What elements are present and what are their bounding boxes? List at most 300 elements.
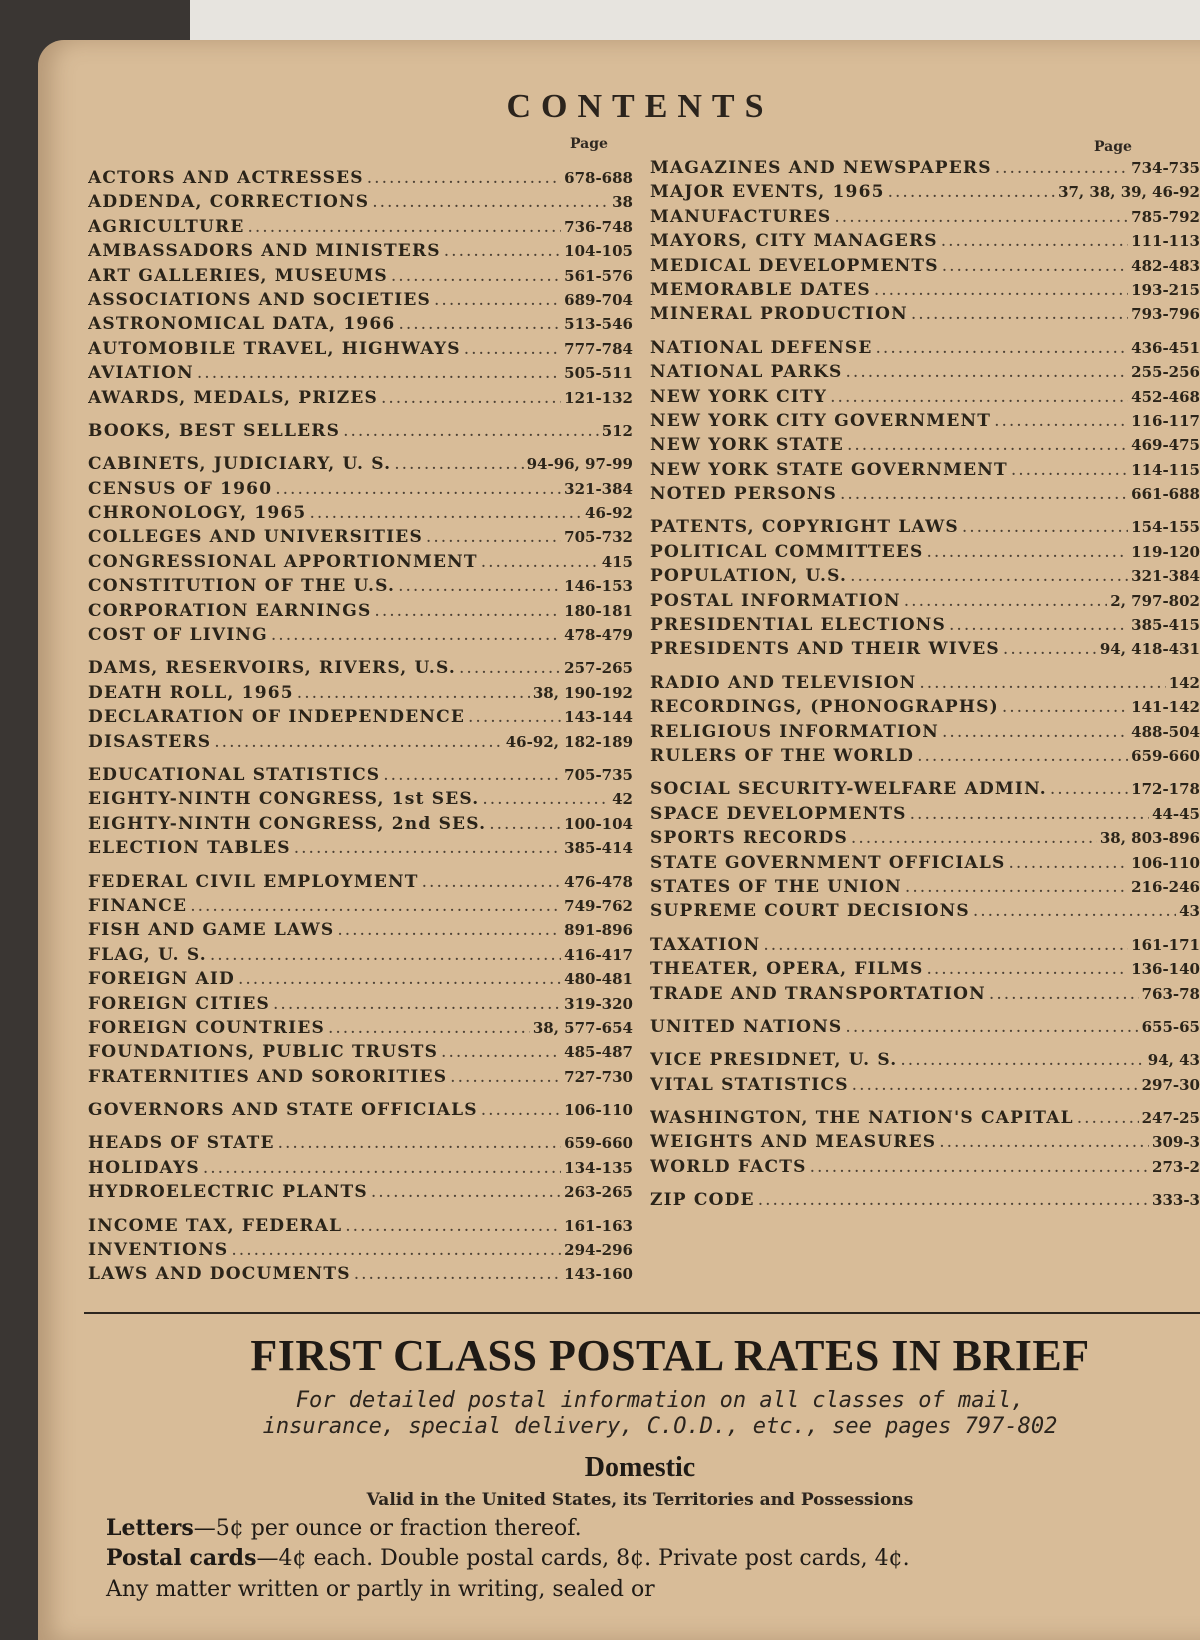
- contents-entry: [650, 433, 1200, 457]
- entry-title: AGRICULTURE: [88, 216, 245, 237]
- dot-leader: [482, 787, 609, 811]
- entry-page-numbers: 891-896: [564, 921, 633, 940]
- entry-title: EIGHTY-NINTH CONGRESS, 1st SES.: [88, 789, 480, 810]
- contents-entry: [88, 1180, 633, 1204]
- entry-page-numbers: 478-479: [564, 626, 633, 645]
- entry-page-numbers: 42: [612, 790, 633, 809]
- entry-page-numbers: 319-320: [564, 994, 633, 1013]
- entry-page-numbers: 263-265: [564, 1183, 633, 1202]
- entry-title: SOCIAL SECURITY-WELFARE ADMIN.: [650, 779, 1047, 800]
- entry-title: ACTORS AND ACTRESSES: [88, 168, 364, 188]
- entry-page-numbers: 38, 803-896: [1099, 829, 1200, 848]
- dot-leader: [371, 1180, 561, 1204]
- entry-title: TAXATION: [650, 934, 761, 955]
- domestic-heading: Domestic: [584, 1452, 696, 1483]
- entry-title: MAGAZINES AND NEWSPAPERS: [650, 158, 992, 178]
- postal-subtitle-line-1: For detailed postal information on all classes of mail,: [295, 1388, 1025, 1413]
- dot-leader: [203, 1156, 561, 1180]
- dot-leader: [1009, 851, 1129, 875]
- entry-page-numbers: 43: [1179, 902, 1200, 921]
- entry-page-numbers: 146-153: [564, 577, 633, 596]
- entry-title: AWARDS, MEDALS, PRIZES: [88, 387, 378, 408]
- contents-entry: [650, 826, 1200, 850]
- dot-leader: [949, 613, 1128, 637]
- dot-leader: [398, 574, 561, 598]
- contents-entry: [88, 918, 633, 942]
- dot-leader: [911, 302, 1128, 326]
- dot-leader: [850, 564, 1128, 588]
- entry-page-numbers: 309-3: [1152, 1133, 1200, 1152]
- contents-entry: [650, 637, 1200, 661]
- entry-page-numbers: 488-504: [1131, 722, 1200, 741]
- entry-page-numbers: 294-296: [564, 1241, 633, 1260]
- contents-entry: [88, 870, 633, 894]
- entry-title: MAYORS, CITY MANAGERS: [650, 231, 938, 252]
- entry-page-numbers: 46-92, 182-189: [505, 732, 633, 751]
- entry-title: HOLIDAYS: [88, 1157, 200, 1178]
- entry-page-numbers: 561-576: [564, 266, 633, 285]
- entry-title: WASHINGTON, THE NATION'S CAPITAL: [650, 1108, 1074, 1129]
- dot-leader: [834, 205, 1128, 229]
- entry-page-numbers: 38, 190-192: [532, 683, 633, 702]
- entry-title: POLITICAL COMMITTEES: [650, 541, 924, 562]
- entry-page-numbers: 2, 797-802: [1110, 591, 1200, 610]
- entry-page-numbers: 482-483: [1131, 256, 1200, 275]
- contents-entry: [88, 525, 633, 549]
- entry-page-numbers: 452-468: [1131, 387, 1200, 406]
- dot-leader: [190, 894, 561, 918]
- dot-leader: [874, 278, 1128, 302]
- rate-line-letters: [106, 1515, 582, 1541]
- entry-title: VITAL STATISTICS: [650, 1074, 849, 1095]
- entry-title: ASTRONOMICAL DATA, 1966: [88, 314, 396, 335]
- contents-entry: [650, 589, 1200, 613]
- dot-leader: [354, 1262, 561, 1286]
- dot-leader: [763, 933, 1128, 957]
- contents-entry: [88, 574, 633, 598]
- entry-page-numbers: 161-171: [1131, 935, 1200, 954]
- dot-leader: [450, 1065, 561, 1089]
- contents-entry: [88, 288, 633, 312]
- entry-title: CHRONOLOGY, 1965: [88, 503, 307, 524]
- entry-page-numbers: 469-475: [1131, 436, 1200, 455]
- entry-title: UNITED NATIONS: [650, 1016, 843, 1037]
- postal-subtitle-line-2: insurance, special delivery, C.O.D., etc., see pages 797-802: [262, 1414, 1058, 1439]
- contents-entry: [650, 851, 1200, 875]
- entry-title: CORPORATION EARNINGS: [88, 600, 372, 621]
- entry-title: RELIGIOUS INFORMATION: [650, 721, 940, 742]
- contents-entry: [650, 957, 1200, 981]
- contents-entry: [88, 1016, 633, 1040]
- entry-title: CONSTITUTION OF THE U.S.: [88, 576, 396, 597]
- dot-leader: [910, 802, 1149, 826]
- contents-entry: [88, 1214, 633, 1238]
- dot-leader: [917, 744, 1128, 768]
- dot-leader: [391, 264, 561, 288]
- entry-title: SUPREME COURT DECISIONS: [650, 901, 970, 922]
- rate-line-postal-cards: [106, 1545, 910, 1571]
- entry-title: DECLARATION OF INDEPENDENCE: [88, 707, 466, 728]
- entry-page-numbers: 193-215: [1131, 280, 1200, 299]
- dot-leader: [398, 312, 561, 336]
- dot-leader: [919, 671, 1165, 695]
- entry-page-numbers: 94, 43: [1147, 1051, 1200, 1070]
- entry-title: FRATERNITIES AND SORORITIES: [88, 1066, 448, 1087]
- contents-entry: [88, 836, 633, 860]
- dot-leader: [422, 870, 562, 894]
- contents-entry: [650, 278, 1200, 302]
- dot-leader: [426, 525, 561, 549]
- entry-page-numbers: 94, 418-431: [1099, 640, 1200, 659]
- dot-leader: [1002, 695, 1128, 719]
- contents-entry: [88, 550, 633, 574]
- entry-title: NATIONAL PARKS: [650, 362, 843, 383]
- entry-page-numbers: 749-762: [564, 896, 633, 915]
- entry-title: HYDROELECTRIC PLANTS: [88, 1182, 368, 1203]
- entry-page-numbers: 321-384: [564, 479, 633, 498]
- postal-rates-heading: FIRST CLASS POSTAL RATES IN BRIEF: [250, 1331, 1090, 1380]
- dot-leader: [845, 1015, 1138, 1039]
- entry-title: FISH AND GAME LAWS: [88, 920, 335, 941]
- contents-entry: [88, 1065, 633, 1089]
- dot-leader: [394, 452, 523, 476]
- entry-page-numbers: 273-2: [1152, 1157, 1200, 1176]
- contents-entry: [88, 1131, 633, 1155]
- dot-leader: [328, 1016, 530, 1040]
- entry-page-numbers: 678-688: [564, 169, 633, 187]
- entry-title: MEDICAL DEVELOPMENTS: [650, 255, 939, 276]
- contents-entry: [88, 812, 633, 836]
- contents-entry: [88, 166, 633, 190]
- entry-title: FLAG, U. S.: [88, 944, 207, 965]
- contents-entry: [650, 515, 1200, 539]
- entry-title: FOREIGN CITIES: [88, 993, 271, 1014]
- contents-entry: [88, 361, 633, 385]
- dot-leader: [852, 1073, 1139, 1097]
- entry-page-numbers: 705-732: [564, 528, 633, 547]
- dot-leader: [197, 361, 561, 385]
- entry-title: NEW YORK STATE GOVERNMENT: [650, 459, 1008, 480]
- contents-entry: [88, 337, 633, 361]
- dot-leader: [876, 336, 1129, 360]
- dot-leader: [810, 1155, 1149, 1179]
- contents-entry: [88, 264, 633, 288]
- entry-title: PRESIDENTS AND THEIR WIVES: [650, 639, 1000, 660]
- dot-leader: [214, 730, 502, 754]
- entry-title: PRESIDENTIAL ELECTIONS: [650, 615, 947, 636]
- entry-page-numbers: 297-30: [1141, 1075, 1200, 1094]
- contents-entry: [88, 239, 633, 263]
- entry-title: ZIP CODE: [650, 1190, 755, 1211]
- dot-leader: [247, 215, 561, 239]
- entry-page-numbers: 142: [1168, 673, 1200, 692]
- dot-leader: [210, 943, 561, 967]
- dot-leader: [888, 180, 1055, 204]
- contents-entry: [650, 1048, 1200, 1072]
- contents-entry: [88, 215, 633, 239]
- dot-leader: [444, 239, 561, 263]
- entry-title: NOTED PERSONS: [650, 484, 837, 505]
- contents-entry: [650, 695, 1200, 719]
- contents-entry: [650, 458, 1200, 482]
- entry-title: WORLD FACTS: [650, 1156, 807, 1177]
- entry-page-numbers: 257-265: [564, 659, 633, 678]
- entry-title: PATENTS, COPYRIGHT LAWS: [650, 517, 959, 538]
- entry-title: MANUFACTURES: [650, 206, 832, 227]
- entry-page-numbers: 94-96, 97-99: [526, 455, 633, 474]
- dot-leader: [271, 623, 561, 647]
- entry-title: ADDENDA, CORRECTIONS: [88, 192, 370, 213]
- dot-leader: [942, 254, 1128, 278]
- dot-leader: [459, 656, 561, 680]
- entry-title: CABINETS, JUDICIARY, U. S.: [88, 454, 392, 475]
- rate-text: Any matter written or partly in writing, sealed or: [106, 1577, 655, 1602]
- contents-entry: [88, 705, 633, 729]
- dot-leader: [846, 360, 1129, 384]
- entry-page-numbers: 763-78: [1141, 984, 1200, 1003]
- dot-leader: [973, 899, 1176, 923]
- entry-page-numbers: 480-481: [564, 970, 633, 989]
- entry-page-numbers: 777-784: [564, 339, 633, 358]
- page-title: CONTENTS: [506, 88, 774, 125]
- entry-title: DISASTERS: [88, 731, 212, 752]
- contents-entry: [650, 1155, 1200, 1179]
- dot-leader: [962, 515, 1128, 539]
- dot-leader: [904, 589, 1107, 613]
- entry-title: LAWS AND DOCUMENTS: [88, 1264, 351, 1285]
- entry-page-numbers: 247-25: [1141, 1109, 1200, 1128]
- contents-entry: [650, 1106, 1200, 1130]
- entry-page-numbers: 736-748: [564, 217, 633, 236]
- contents-entry: [650, 564, 1200, 588]
- rate-text: —5¢ per ounce or fraction thereof.: [193, 1516, 582, 1541]
- contents-entry: [650, 613, 1200, 637]
- contents-entry: [650, 875, 1200, 899]
- contents-entry: [88, 730, 633, 754]
- entry-page-numbers: 485-487: [564, 1043, 633, 1062]
- dot-leader: [275, 477, 561, 501]
- entry-page-numbers: 100-104: [564, 814, 633, 833]
- rate-label: Letters: [106, 1515, 194, 1541]
- page-column-header-right: Page: [1094, 139, 1132, 155]
- contents-entry: [650, 254, 1200, 278]
- dot-leader: [372, 190, 609, 214]
- entry-page-numbers: 180-181: [564, 601, 633, 620]
- contents-entry: [88, 623, 633, 647]
- contents-entry: [650, 482, 1200, 506]
- entry-page-numbers: 659-660: [1131, 746, 1200, 765]
- dot-leader: [994, 409, 1128, 433]
- dot-leader: [337, 918, 561, 942]
- dot-leader: [367, 166, 561, 190]
- entry-title: GOVERNORS AND STATE OFFICIALS: [88, 1100, 478, 1121]
- contents-right-column: [650, 156, 1200, 1213]
- contents-entry: [88, 681, 633, 705]
- entry-title: DEATH ROLL, 1965: [88, 682, 294, 703]
- entry-page-numbers: 136-140: [1131, 960, 1200, 979]
- entry-page-numbers: 785-792: [1131, 207, 1200, 226]
- dot-leader: [374, 599, 561, 623]
- dot-leader: [441, 1040, 561, 1064]
- entry-page-numbers: 161-163: [564, 1216, 633, 1235]
- dot-leader: [942, 720, 1128, 744]
- entry-page-numbers: 114-115: [1131, 460, 1200, 479]
- entry-title: MINERAL PRODUCTION: [650, 304, 908, 325]
- entry-title: SPACE DEVELOPMENTS: [650, 803, 907, 824]
- entry-page-numbers: 734-735: [1131, 159, 1200, 177]
- entry-title: FEDERAL CIVIL EMPLOYMENT: [88, 871, 419, 892]
- dot-leader: [381, 386, 561, 410]
- dot-leader: [900, 1048, 1144, 1072]
- entry-page-numbers: 255-256: [1131, 363, 1200, 382]
- contents-entry: [650, 180, 1200, 204]
- entry-page-numbers: 705-735: [564, 765, 633, 784]
- entry-page-numbers: 505-511: [564, 364, 633, 383]
- entry-page-numbers: 512: [601, 421, 633, 440]
- entry-title: NEW YORK STATE: [650, 435, 844, 456]
- contents-entry: [88, 312, 633, 336]
- contents-entry: [650, 156, 1200, 180]
- entry-page-numbers: 416-417: [564, 945, 633, 964]
- entry-title: ASSOCIATIONS AND SOCIETIES: [88, 289, 432, 310]
- dot-leader: [1077, 1106, 1139, 1130]
- entry-title: CONGRESSIONAL APPORTIONMENT: [88, 551, 478, 572]
- contents-entry: [88, 656, 633, 680]
- entry-title: INVENTIONS: [88, 1240, 229, 1261]
- contents-entry: [650, 1015, 1200, 1039]
- dot-leader: [297, 681, 530, 705]
- contents-entry: [88, 599, 633, 623]
- contents-entry: [88, 787, 633, 811]
- contents-entry: [650, 899, 1200, 923]
- entry-page-numbers: 476-478: [564, 872, 633, 891]
- entry-title: DAMS, RESERVOIRS, RIVERS, U.S.: [88, 658, 457, 679]
- dot-leader: [383, 763, 561, 787]
- entry-title: SPORTS RECORDS: [650, 828, 848, 849]
- contents-entry: [650, 1188, 1200, 1212]
- dot-leader: [231, 1238, 561, 1262]
- entry-title: EDUCATIONAL STATISTICS: [88, 764, 381, 785]
- entry-page-numbers: 104-105: [564, 242, 633, 261]
- dot-leader: [851, 826, 1097, 850]
- contents-entry: [88, 1156, 633, 1180]
- contents-entry: [88, 477, 633, 501]
- dot-leader: [238, 967, 561, 991]
- dot-leader: [926, 957, 1128, 981]
- entry-page-numbers: 38, 577-654: [532, 1018, 633, 1037]
- entry-page-numbers: 116-117: [1131, 411, 1200, 430]
- entry-title: STATE GOVERNMENT OFFICIALS: [650, 852, 1006, 873]
- contents-entry: [88, 1238, 633, 1262]
- dot-leader: [1011, 458, 1128, 482]
- contents-entry: [650, 205, 1200, 229]
- entry-page-numbers: 44-45: [1152, 804, 1200, 823]
- dot-leader: [941, 229, 1128, 253]
- contents-entry: [650, 671, 1200, 695]
- entry-title: FINANCE: [88, 895, 188, 916]
- entry-title: EIGHTY-NINTH CONGRESS, 2nd SES.: [88, 813, 487, 834]
- entry-page-numbers: 141-142: [1131, 698, 1200, 717]
- rate-text: —4¢ each. Double postal cards, 8¢. Private post cards, 4¢.: [256, 1546, 910, 1571]
- contents-entry: [88, 386, 633, 410]
- dot-leader: [481, 550, 599, 574]
- entry-page-numbers: 37, 38, 39, 46-92: [1058, 183, 1200, 202]
- entry-title: POPULATION, U.S.: [650, 566, 848, 587]
- dot-leader: [294, 836, 561, 860]
- contents-entry: [650, 802, 1200, 826]
- entry-page-numbers: 46-92: [585, 504, 633, 523]
- entry-page-numbers: 119-120: [1131, 542, 1200, 561]
- contents-entry: [650, 933, 1200, 957]
- entry-title: NEW YORK CITY: [650, 386, 828, 407]
- contents-entry: [650, 982, 1200, 1006]
- entry-page-numbers: 38: [612, 193, 633, 212]
- entry-title: RADIO AND TELEVISION: [650, 672, 917, 693]
- entry-page-numbers: 661-688: [1131, 485, 1200, 504]
- dot-leader: [830, 385, 1128, 409]
- contents-entry: [650, 540, 1200, 564]
- entry-title: HEADS OF STATE: [88, 1133, 275, 1154]
- dot-leader: [989, 982, 1139, 1006]
- contents-entry: [650, 360, 1200, 384]
- entry-title: POSTAL INFORMATION: [650, 590, 901, 611]
- entry-title: ART GALLERIES, MUSEUMS: [88, 265, 388, 286]
- dot-leader: [1050, 777, 1128, 801]
- entry-page-numbers: 655-65: [1141, 1017, 1200, 1036]
- entry-page-numbers: 121-132: [564, 388, 633, 407]
- entry-title: ELECTION TABLES: [88, 838, 291, 859]
- entry-page-numbers: 513-546: [564, 315, 633, 334]
- dot-leader: [1003, 637, 1097, 661]
- contents-entry: [88, 452, 633, 476]
- contents-entry: [650, 302, 1200, 326]
- contents-entry: [650, 385, 1200, 409]
- dot-leader: [278, 1131, 562, 1155]
- contents-entry: [88, 419, 633, 443]
- contents-entry: [88, 501, 633, 525]
- validity-note: Valid in the United States, its Territories and Possessions: [366, 1490, 914, 1510]
- dot-leader: [995, 156, 1128, 180]
- entry-page-numbers: 106-110: [564, 1101, 633, 1120]
- contents-entry: [88, 943, 633, 967]
- dot-leader: [343, 419, 599, 443]
- divider-rule: [84, 1312, 1200, 1314]
- entry-title: NATIONAL DEFENSE: [650, 337, 873, 358]
- dot-leader: [927, 540, 1129, 564]
- dot-leader: [434, 288, 561, 312]
- entry-title: FOREIGN COUNTRIES: [88, 1017, 325, 1038]
- contents-entry: [650, 336, 1200, 360]
- contents-entry: [88, 763, 633, 787]
- entry-page-numbers: 172-178: [1131, 780, 1200, 799]
- entry-page-numbers: 154-155: [1131, 518, 1200, 537]
- entry-title: THEATER, OPERA, FILMS: [650, 959, 924, 980]
- contents-entry: [650, 744, 1200, 768]
- entry-page-numbers: 134-135: [564, 1158, 633, 1177]
- dot-leader: [464, 337, 561, 361]
- entry-title: INCOME TAX, FEDERAL: [88, 1215, 343, 1236]
- entry-title: AMBASSADORS AND MINISTERS: [88, 241, 441, 262]
- dot-leader: [939, 1130, 1149, 1154]
- dot-leader: [345, 1214, 561, 1238]
- entry-title: BOOKS, BEST SELLERS: [88, 420, 341, 441]
- contents-entry: [650, 1130, 1200, 1154]
- rate-label: Postal cards: [106, 1545, 257, 1571]
- entry-title: FOREIGN AID: [88, 969, 235, 990]
- entry-title: RULERS OF THE WORLD: [650, 745, 915, 766]
- entry-title: MAJOR EVENTS, 1965: [650, 182, 885, 203]
- entry-title: WEIGHTS AND MEASURES: [650, 1132, 937, 1153]
